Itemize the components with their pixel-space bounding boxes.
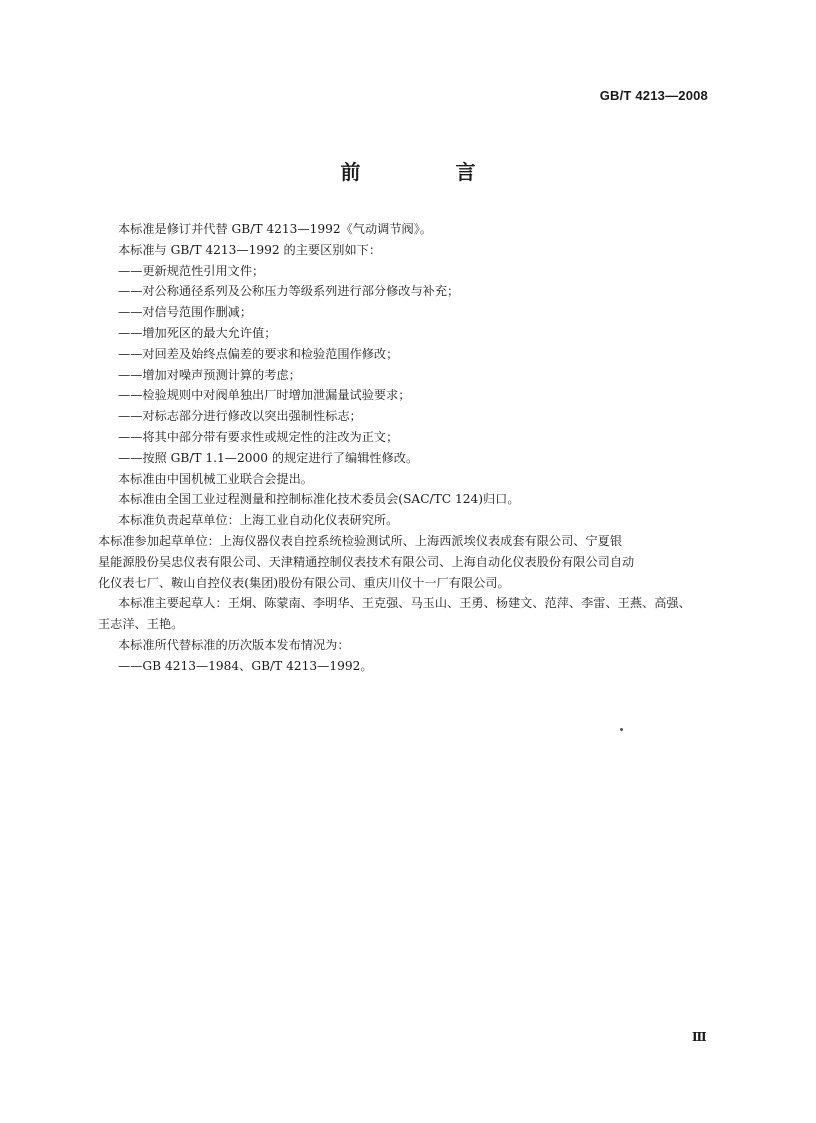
standard-number: GB/T 4213—2008: [599, 88, 708, 103]
paragraph: 本标准负责起草单位：上海工业自动化仪表研究所。: [118, 513, 399, 528]
list-item: ——对公称通径系列及公称压力等级系列进行部分修改与补充；: [118, 284, 460, 299]
drafting-units-line: 本标准参加起草单位：上海仪器仪表自控系统检验测试所、上海西派埃仪表成套有限公司、宁夏银: [98, 533, 623, 548]
page-number: Ⅲ: [692, 1030, 707, 1044]
drafters-line: 王志洋、王艳。: [98, 617, 184, 632]
list-item: ——增加对噪声预测计算的考虑；: [118, 367, 301, 382]
list-item: ——更新规范性引用文件；: [118, 263, 265, 278]
paragraph: 本标准由中国机械工业联合会提出。: [118, 471, 313, 486]
list-item: ——检验规则中对阀单独出厂时增加泄漏量试验要求；: [118, 388, 411, 403]
list-item: ——按照 GB/T 1.1—2000 的规定进行了编辑性修改。: [118, 450, 419, 465]
drafting-units-line: 星能源股份吴忠仪表有限公司、天津精通控制仪表技术有限公司、上海自动化仪表股份有限公司自动: [98, 554, 635, 569]
page-title: 前 言: [340, 160, 520, 184]
paragraph: 本标准是修订并代替 GB/T 4213—1992《气动调节阀》。: [118, 222, 432, 236]
list-item: ——对信号范围作删减；: [118, 305, 253, 320]
paragraph: 本标准由全国工业过程测量和控制标准化技术委员会(SAC/TC 124)归口。: [118, 492, 520, 507]
drafting-units-line: 化仪表七厂、鞍山自控仪表(集团)股份有限公司、重庆川仪十一厂有限公司。: [98, 575, 510, 590]
list-item: ——对回差及始终点偏差的要求和检验范围作修改；: [118, 346, 399, 361]
foreword-body: [98, 219, 714, 677]
paragraph: 本标准与 GB/T 4213—1992 的主要区别如下：: [118, 242, 382, 257]
history-line: 本标准所代替标准的历次版本发布情况为：: [118, 637, 350, 652]
list-item: ——增加死区的最大允许值；: [118, 325, 277, 340]
scan-speck: [620, 728, 623, 731]
drafters-line: 本标准主要起草人：王炯、陈蒙南、李明华、王克强、马玉山、王勇、杨建文、范萍、李雷、王燕、高强、: [118, 596, 691, 611]
history-line: ——GB 4213—1984、GB/T 4213—1992。: [118, 658, 373, 673]
list-item: ——将其中部分带有要求性或规定性的注改为正文；: [118, 429, 399, 444]
list-item: ——对标志部分进行修改以突出强制性标志；: [118, 409, 362, 424]
